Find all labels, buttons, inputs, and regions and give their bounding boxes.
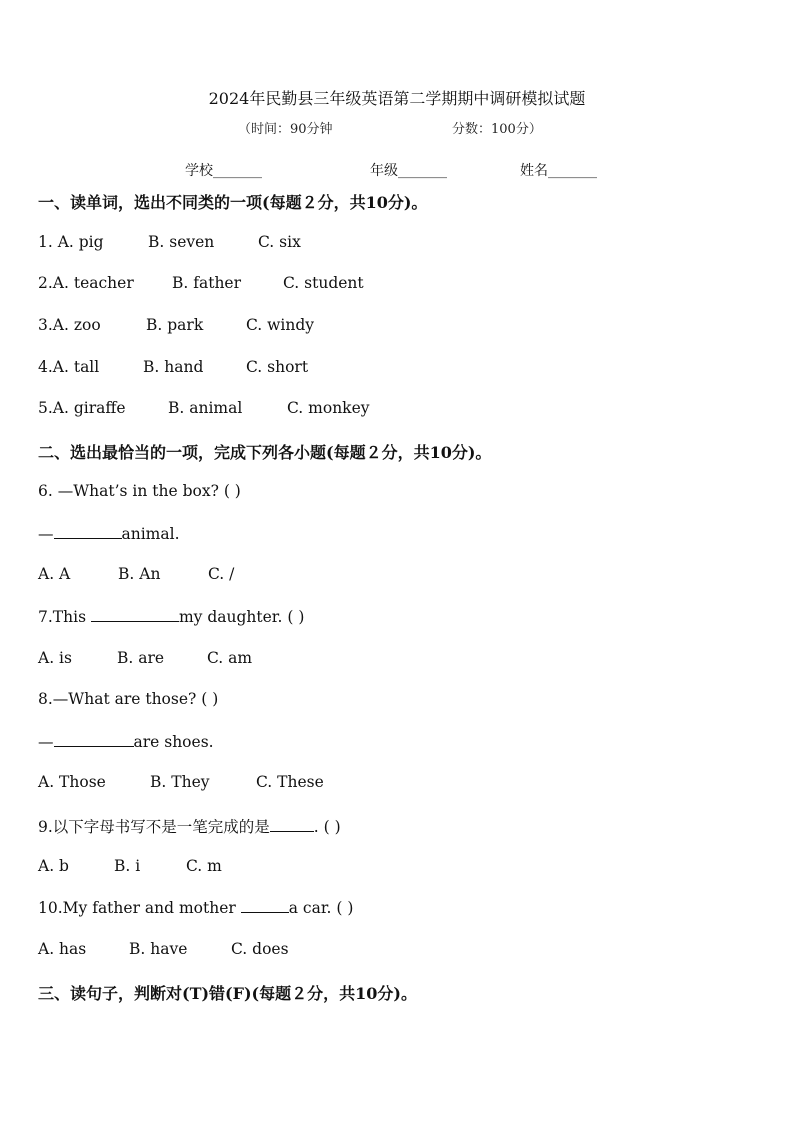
q2-option-a: 2.A. teacher	[38, 274, 134, 292]
q8-option-a: A. Those	[38, 773, 106, 791]
section-2-heading: 二、选出最恰当的一项，完成下列各小题(每题２分，共10分)。	[38, 443, 492, 462]
q4-option-a: 4.A. tall	[38, 358, 100, 376]
q2-option-c: C. student	[283, 274, 364, 292]
answer-blank[interactable]	[91, 607, 179, 622]
q6-option-b: B. An	[118, 565, 161, 583]
q10-option-c: C. does	[231, 940, 289, 958]
answer-blank[interactable]	[54, 732, 134, 747]
q10-option-a: A. has	[38, 940, 87, 958]
q8-option-c: C. These	[256, 773, 324, 791]
q9-option-c: C. m	[186, 857, 222, 875]
q6-tail: animal.	[121, 525, 180, 543]
section-3-heading: 三、读句子，判断对(T)错(F)(每题２分，共10分)。	[38, 984, 417, 1003]
q7-head: 7.This	[38, 608, 91, 626]
q6-option-c: C. /	[208, 565, 235, 583]
q3-option-c: C. windy	[246, 316, 315, 334]
q1-option-c: C. six	[258, 233, 301, 251]
q7-option-b: B. are	[117, 649, 165, 667]
name-field[interactable]: 姓名_______	[520, 163, 597, 179]
q3-option-b: B. park	[146, 316, 204, 334]
section-1-heading: 一、读单词，选出不同类的一项(每题２分，共10分)。	[38, 193, 428, 212]
q9-head: 9.以下字母书写不是一笔完成的是	[38, 818, 270, 836]
question-8: 8.—What are those? ( )	[38, 690, 219, 708]
q9-option-a: A. b	[38, 857, 69, 875]
q1-option-a: 1. A. pig	[38, 233, 104, 251]
dash: —	[38, 525, 54, 543]
q8-tail: are shoes.	[133, 733, 214, 751]
q5-option-b: B. animal	[168, 399, 243, 417]
q5-option-c: C. monkey	[287, 399, 370, 417]
q5-option-a: 5.A. giraffe	[38, 399, 126, 417]
school-field[interactable]: 学校_______	[185, 163, 262, 179]
q9-tail: . ( )	[313, 818, 341, 836]
answer-blank[interactable]	[241, 898, 289, 913]
exam-score: 分数：100分）	[452, 122, 542, 137]
q6-option-a: A. A	[38, 565, 71, 583]
q7-tail: my daughter. ( )	[178, 608, 305, 626]
q3-option-a: 3.A. zoo	[38, 316, 101, 334]
q9-option-b: B. i	[114, 857, 141, 875]
page-title: 2024年民勤县三年级英语第二学期期中调研模拟试题	[208, 89, 586, 108]
q1-option-b: B. seven	[148, 233, 215, 251]
exam-time: （时间：90分钟	[238, 122, 333, 137]
question-9	[38, 815, 341, 837]
question-6-answer	[38, 524, 180, 543]
q8-option-b: B. They	[150, 773, 210, 791]
q10-head: 10.My father and mother	[38, 899, 241, 917]
q7-option-a: A. is	[38, 649, 72, 667]
q10-tail: a car. ( )	[288, 899, 354, 917]
grade-field[interactable]: 年级_______	[370, 163, 447, 179]
q4-option-c: C. short	[246, 358, 309, 376]
question-6: 6. —What’s in the box? ( )	[38, 482, 241, 500]
dash: —	[38, 733, 54, 751]
answer-blank[interactable]	[270, 817, 314, 832]
question-8-answer	[38, 732, 214, 751]
q2-option-b: B. father	[172, 274, 242, 292]
question-7	[38, 607, 304, 626]
answer-blank[interactable]	[54, 524, 122, 539]
q10-option-b: B. have	[129, 940, 188, 958]
q7-option-c: C. am	[207, 649, 253, 667]
q4-option-b: B. hand	[143, 358, 204, 376]
question-10	[38, 898, 353, 917]
